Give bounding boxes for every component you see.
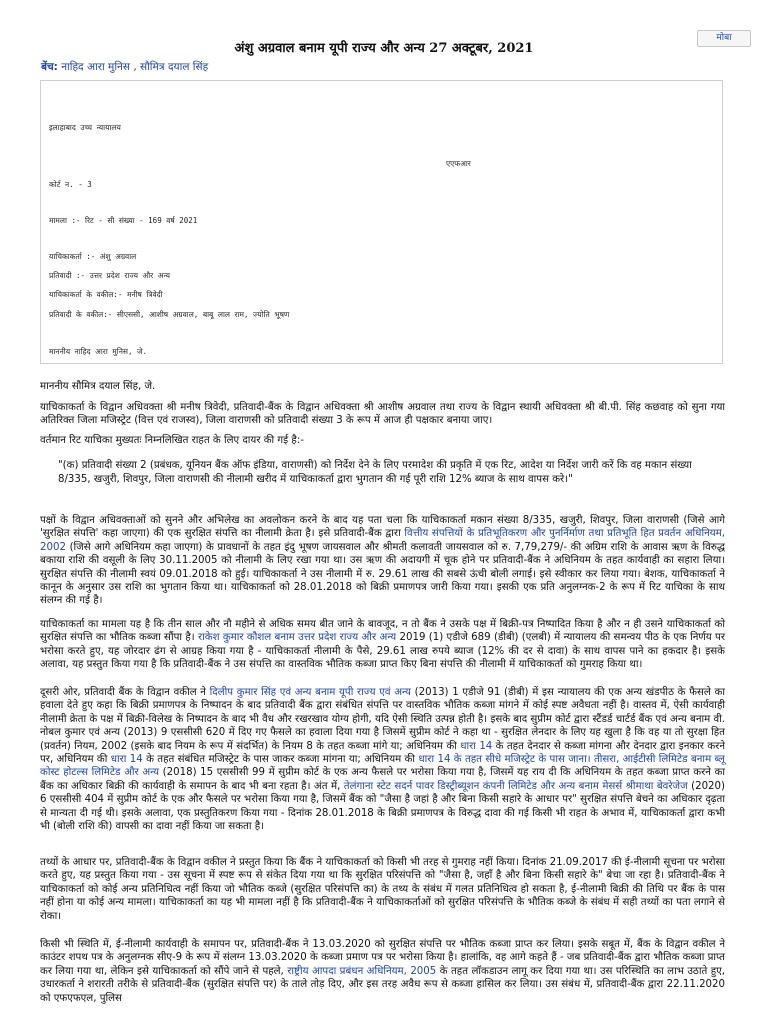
paragraph-5 bbox=[40, 686, 725, 833]
bench-label: बेंच: bbox=[41, 61, 58, 73]
p5-text-a: दूसरी ओर, प्रतिवादी बैंक के विद्वान वकील ने bbox=[40, 687, 210, 698]
p7-text-a: किसी भी स्थिति में, ई-नीलामी कार्यवाही के समापन पर, प्रतिवादी-बैंक ने 13.03.2020 को सुरक्षित संपत्ति पर भौतिक कब्जा प्राप्त कर लिया। इसके सबूत में, बैंक के विद्वान वकील ने काउंटर शपथ पत्र के अनुलग्नक सीए-9 के रूप में संलग्न 13.03.2020 के कब्जा प्रमाण पत्र पर भरोसा किया है। हालांकि, वह आगे कहते हैं - जब प्रतिवादी-बैंक द्वारा भौतिक कब्जा प्राप्त कर लिया गया था, लेकिन इसे याचिकाकर्ता को सौंपे जाने से पहले, bbox=[40, 939, 725, 977]
section-14-direct-link[interactable]: धारा 14 के तहत सीधे मजिस्ट्रेट के पास जाना। bbox=[418, 754, 591, 766]
petitioner-counsel-line: याचिकाकर्ता के वकील:- मनीष त्रिवेदी bbox=[49, 290, 163, 299]
judge-line: माननीय नाहिद आरा मुनिस, जे. bbox=[49, 347, 148, 356]
disaster-act-link[interactable]: राष्ट्रीय आपदा प्रबंधन अधिनियम, 2005 bbox=[287, 965, 437, 977]
court-name: इलाहाबाद उच्च न्यायालय bbox=[49, 123, 121, 132]
p7-text-b: के तहत लॉकडाउन लागू कर दिया गया था। उस परिस्थिति का लाभ उठाते हुए, उधारकर्ता ने शरारती तरीके से प्रतिवादी-बैंक (सुरक्षित संपत्ति पर) के ताले तोड़ दिए, और इस तरह अवैध रूप से कब्जा हासिल कर लिया। उस संबंध में, प्रतिवादी-बैंक द्वारा 22.11.2020 को एफएफएल, पुलिस bbox=[40, 965, 726, 1004]
p5-text-b: (2013) 1 एडीजे 91 (डीबी) में इस न्यायालय की एक अन्य खंडपीठ के फैसले का हवाला देते हुए कहा कि बिक्री प्रमाणपत्र के निष्पादन के बाद प्रतिवादी बैंक द्वारा संबंधित संपत्ति पर वास्तविक भौतिक कब्जा मांगने में कोई स्पष्ट अवैधता नहीं है। वास्तव में, ऐसी कार्यवाही नीलामी क्रेता के पक्ष में बिक्री-विलेख के निष्पादन के बाद भी वैध और रखरखाव योग्य होगी, यदि ऐसी स्थिति उत्पन्न होती है। इसके बाद सुप्रीम कोर्ट द्वारा स्टैंडर्ड चार्टर्ड बैंक एवं अन्य बनाम वी. नोबल कुमार एवं अन्य (2013) 9 एससीसी 620 में दिए गए फैसले का हवाला दिया गया है जिसमें सुप्रीम कोर्ट ने कहा था - सुरक्षित लेनदार के लिए यह खुला है कि वह या तो सुरक्षा हित (प्रवर्तन) नियम, 2002 (इसके बाद नियम के रूप में संदर्भित) के नियम 8 के तहत कब्जा मांगे या; अधिनियम की bbox=[40, 687, 725, 752]
p3-text-b: (जिसे आगे अधिनियम कहा जाएगा) के प्रावधानों के तहत इंदु भूषण जायसवाल और श्रीमती कलावती जायसवाल को रु. 7,79,279/- की अग्रिम राशि के आवास ऋण के विरुद्ध बकाया राशि की वसूली के लिए 30.11.2005 को नीलामी के लिए रखा गया था। उस ऋण की अदायगी में चूक होने पर प्रतिवादी-बैंक ने अधिनियम के तहत कार्यवाही का सहारा लिया। सुरक्षित संपत्ति की नीलामी स्वयं 09.01.2018 को हुई। याचिकाकर्ता ने उस नीलामी में रु. 29.61 लाख की सबसे ऊंची बोली लगाई। इसे स्वीकार कर लिया गया। बेशक, याचिकाकर्ता ने कानून के अनुसार उस राशि का भुगतान किया था। याचिकाकर्ता को 28.01.2018 को बिक्री प्रमाणपत्र जारी किया गया। इसकी एक प्रति अनुलग्नक-2 के रूप में रिट याचिका के साथ संलग्न की गई है। bbox=[40, 541, 725, 607]
respondent-counsel-line: प्रतिवादी के वकील:- सीएससी, आशीष अग्रवाल, बाबू लाल राम, ज्योति भूषण bbox=[49, 310, 290, 319]
case-number: मामला :- रिट - सी संख्या - 169 वर्ष 2021 bbox=[49, 216, 198, 225]
p4-text-b: 2019 (1) एडीजे 689 (डीबी) (एलबी) में न्यायालय की समन्वय पीठ के एक निर्णय पर भरोसा करते हुए, यह जोरदार ढंग से आग्रह किया गया है - याचिकाकर्ता नीलामी के पैसे, 29.61 लाख रुपये ब्याज (12% की दर से दावा) के साथ वापस पाने का हकदार है। इसके अलावा, यह प्रस्तुत किया गया है कि प्रतिवादी-बैंक ने उस संपत्ति का वास्तविक भौतिक कब्जा प्राप्त किए बिना संपत्ति की नीलामी में याचिकाकर्ता को गुमराह किया था। bbox=[40, 632, 725, 671]
p4-text-a: याचिकाकर्ता का मामला यह है कि तीन साल और नौ महीने से अधिक समय बीत जाने के बावजूद, न तो बैंक ने उसके पक्ष में बिक्री-पत्र निष्पादित किया है और न ही उसने याचिकाकर्ता को सुरक्षित संपत्ति का भौतिक कब्जा सौंपा है। bbox=[40, 619, 725, 644]
rakesh-kumar-case-link[interactable]: राकेश कुमार कौशल बनाम उत्तर प्रदेश राज्य और अन्य bbox=[197, 632, 397, 644]
p5-text-f: (2018) 15 एससीसी 99 में सुप्रीम कोर्ट के एक अन्य फैसले पर भरोसा किया गया है, जिसमें यह राय दी कि अधिनियम के तहत कब्जा प्राप्त करने का बैंक का अधिकार बिक्री की कार्यवाही के समापन के बाद भी बना रहता है। अंत में, bbox=[40, 767, 725, 792]
document-title: अंशु अग्रवाल बनाम यूपी राज्य और अन्य 27 अक्टूबर, 2021 bbox=[234, 41, 534, 56]
itc-case-link[interactable]: तीसरा, आईटीसी लिमिटेड बनाम ब्लू कोस्ट होटल्स लिमिटेड और अन्य bbox=[40, 754, 725, 779]
afr-label: एएफआर bbox=[446, 159, 471, 168]
paragraph-3 bbox=[40, 514, 725, 608]
paragraph-1: याचिकाकर्ता के विद्वान अधिवक्ता श्री मनीष त्रिवेदी, प्रतिवादी-बैंक के विद्वान अधिवक्ता श्री आशीष अग्रवाल तथा राज्य के विद्वान स्थायी अधिवक्ता श्री बी.पी. सिंह कछवाह को सुना गया अतिरिक्त जिला मजिस्ट्रेट (वित्त एवं राजस्व), जिला वाराणसी को प्रतिवादी संख्या 3 के रूप में आज ही पक्षकार बनाया जाए। bbox=[40, 402, 725, 427]
p5-text-d: के तहत संबंधित मजिस्ट्रेट के पास जाकर कब्जा मांगना या; अधिनियम की bbox=[142, 754, 419, 766]
preamble-box bbox=[40, 80, 723, 364]
paragraph-7 bbox=[40, 938, 725, 1005]
paragraph-2: वर्तमान रिट याचिका मुख्यतः निम्नलिखित राहत के लिए दायर की गई है:- bbox=[40, 435, 304, 446]
paragraph-4 bbox=[40, 618, 725, 672]
p5-text-g: (2020) 6 एससीसी 404 में सुप्रीम कोर्ट के एक और फैसले पर भरोसा किया गया है, जिसमें बैंक को "जैसा है जहां है और बिना किसी सहारे के आधार पर" सुरक्षित संपत्ति बेचने का अधिकार दृढ़ता से मान्यता दी गई थी। इसके अलावा, एक प्रस्तुतिकरण किया गया - दिनांक 28.01.2018 के बिक्री प्रमाणपत्र के विरुद्ध दावा की गई किसी भी राहत के अभाव में, याचिकाकर्ता द्वारा कभी भी (बोली राशि की) वापसी का दावा नहीं किया जा सकता है। bbox=[40, 780, 725, 833]
mobile-view-button[interactable]: मोबा bbox=[697, 30, 751, 47]
paragraph-6: तथ्यों के आधार पर, प्रतिवादी-बैंक के विद्वान वकील ने प्रस्तुत किया कि बैंक ने याचिकाकर्ता को किसी भी तरह से गुमराह नहीं किया। दिनांक 21.09.2017 की ई-नीलामी सूचना पर भरोसा करते हुए, यह प्रस्तुत किया गया - उस सूचना में स्पष्ट रूप से संकेत दिया गया था कि सुरक्षित परिसंपत्ति को "जैसा है, जहाँ है और बिना किसी सहारे के" बेचा जा रहा है। प्रतिवादी-बैंक ने याचिकाकर्ता को कोई अन्य प्रतिनिधित्व नहीं किया जो भौतिक कब्जे (सुरक्षित परिसंपत्ति का) के तथ्य के संबंध में गलत प्रतिनिधित्व हो सकता है, ई-नीलामी बिक्री की तिथि पर बैंक के पास नहीं होना या कोई अन्य मामला। याचिकाकर्ता का यह भी मामला नहीं है कि प्रतिवादी-बैंक ने याचिकाकर्ताओं को सुरक्षित परिसंपत्ति के भौतिक कब्जे के संबंध में सही तथ्यों का पता लगाने से रोका। bbox=[40, 857, 725, 922]
bench-line bbox=[41, 60, 208, 74]
petitioner-line: याचिकाकर्ता :- अंशु अग्रवाल bbox=[49, 252, 137, 261]
telangana-case-link[interactable]: तेलंगाना स्टेट सदर्न पावर डिस्ट्रीब्यूशन कंपनी लिमिटेड और अन्य बनाम मेसर्स श्रीमाथा बेवरेजेज bbox=[343, 780, 688, 792]
p3-text-a: पक्षों के विद्वान अधिवक्ताओं को सुनने और अभिलेख का अवलोकन करने के बाद यह पता चला कि याचिकाकर्ता मकान संख्या 8/335, खजुरी, शिवपुर, जिला वाराणसी (जिसे आगे 'सुरक्षित संपत्ति' कहा जाएगा) की एक सुरक्षित संपत्ति का नीलामी क्रेता है। इसे प्रतिवादी-बैंक द्वारा bbox=[40, 515, 725, 540]
sarfaesi-act-link[interactable]: वित्तीय संपत्तियों के प्रतिभूतिकरण और पुनर्निर्माण तथा प्रतिभूति हित प्रवर्तन अधिनियम, 2002 bbox=[40, 528, 725, 553]
section-14-link[interactable]: धारा 14 bbox=[110, 754, 143, 766]
bench-judges: नाहिद आरा मुनिस , सौमित्र दयाल सिंह bbox=[61, 61, 209, 73]
judge-heading: माननीय सौमित्र दयाल सिंह, जे. bbox=[40, 381, 156, 392]
dilip-kumar-case-link[interactable]: दिलीप कुमार सिंह एवं अन्य बनाम यूपी राज्य एवं अन्य bbox=[209, 687, 411, 698]
relief-quote: "(क) प्रतिवादी संख्या 2 (प्रबंधक, यूनियन बैंक ऑफ इंडिया, वाराणसी) को निर्देश देने के लिए परमादेश की प्रकृति में एक रिट, आदेश या निर्देश जारी करें कि वह मकान संख्या 8/335, खजुरी, शिवपुर, जिला वाराणसी की नीलामी खरीद में याचिकाकर्ता द्वारा भुगतान की गई पूरी राशि 12% ब्याज के साथ वापस करे।" bbox=[58, 460, 692, 485]
court-number: कोर्ट न. - 3 bbox=[49, 180, 92, 189]
section-14-link[interactable]: धारा 14 bbox=[460, 740, 493, 752]
respondent-line: प्रतिवादी :- उत्तर प्रदेश राज्य और अन्य bbox=[49, 271, 171, 280]
p5-text-c: के तहत देनदार से कब्जा मांगना और देनदार द्वारा इनकार करने पर, अधिनियम की bbox=[40, 740, 725, 766]
